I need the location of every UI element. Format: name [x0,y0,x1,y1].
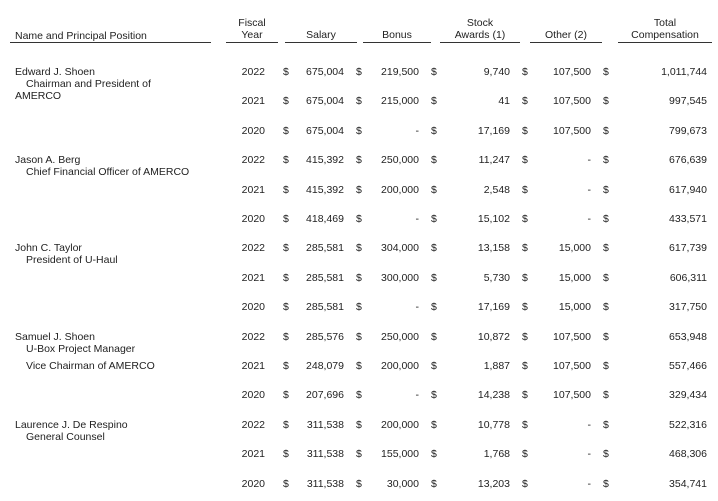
other-cell: 107,500 [553,95,591,108]
stock-awards-cell: 1,768 [483,448,510,461]
currency-symbol: $ [356,95,362,108]
fiscal-year-cell: 2021 [241,183,265,196]
salary-cell: 311,538 [306,418,344,431]
currency-symbol: $ [522,360,528,372]
officer-title: President of U-Haul [26,254,118,267]
currency-symbol: $ [431,154,437,167]
officer-name: Laurence J. De Respino [15,418,128,431]
currency-symbol: $ [283,242,289,255]
currency-symbol: $ [283,389,289,402]
other-cell: - [587,154,591,167]
currency-symbol: $ [356,477,362,490]
currency-symbol: $ [431,360,437,372]
currency-symbol: $ [431,95,437,108]
currency-symbol: $ [356,360,362,372]
salary-cell: 311,538 [306,477,344,490]
salary-cell: 285,576 [306,330,344,343]
currency-symbol: $ [356,66,362,78]
stock-awards-cell: 15,102 [477,213,510,225]
currency-symbol: $ [356,242,362,255]
bonus-cell: 300,000 [381,271,419,284]
currency-symbol: $ [431,66,437,78]
header-salary: Salary [306,29,336,41]
stock-awards-cell: 17,169 [477,124,510,137]
other-cell: - [587,448,591,461]
currency-symbol: $ [522,124,528,137]
fiscal-year-cell: 2020 [241,477,265,490]
header-stock-awards-line1: Stock [466,17,494,29]
currency-symbol: $ [522,66,528,78]
currency-symbol: $ [603,418,609,431]
currency-symbol: $ [431,448,437,461]
other-cell: 107,500 [553,66,591,78]
other-cell: - [587,418,591,431]
bonus-cell: 219,500 [381,66,419,78]
fiscal-year-cell: 2021 [241,271,265,284]
currency-symbol: $ [603,242,609,255]
currency-symbol: $ [283,154,289,167]
total-compensation-cell: 606,311 [669,271,707,284]
total-compensation-cell: 522,316 [669,418,707,431]
bonus-cell: - [415,301,419,314]
currency-symbol: $ [283,66,289,78]
bonus-cell: 304,000 [381,242,419,255]
fiscal-year-cell: 2022 [241,330,265,343]
header-rule-stock [440,42,520,43]
salary-cell: 311,538 [306,448,344,461]
header-other: Other (2) [544,29,587,41]
currency-symbol: $ [356,271,362,284]
fiscal-year-cell: 2020 [241,124,265,137]
bonus-cell: - [415,124,419,137]
stock-awards-cell: 11,247 [478,154,510,167]
header-rule-name [10,42,211,43]
salary-cell: 248,079 [306,360,344,372]
header-fiscal-year-line2: Year [241,28,263,41]
officer-name: Jason A. Berg [15,154,81,167]
header-stock-awards [440,18,520,41]
currency-symbol: $ [356,213,362,225]
other-cell: 15,000 [558,242,591,255]
stock-awards-cell: 1,887 [483,360,510,372]
other-cell: 107,500 [553,330,591,343]
stock-awards-cell: 5,730 [483,271,510,284]
bonus-cell: 30,000 [386,477,419,490]
currency-symbol: $ [603,66,609,78]
currency-symbol: $ [431,213,437,225]
bonus-cell: 155,000 [381,448,419,461]
officer-title: Vice Chairman of AMERCO [26,360,155,372]
bonus-cell: 200,000 [381,183,419,196]
other-cell: 107,500 [553,124,591,137]
currency-symbol: $ [522,477,528,490]
header-rule-other [530,42,602,43]
currency-symbol: $ [603,213,609,225]
header-total-line1: Total [653,17,677,29]
header-total [618,18,712,41]
salary-cell: 285,581 [306,242,344,255]
currency-symbol: $ [356,183,362,196]
other-cell: 107,500 [553,360,591,372]
total-compensation-cell: 997,545 [669,95,707,108]
currency-symbol: $ [431,183,437,196]
other-cell: 107,500 [553,389,591,402]
bonus-cell: 250,000 [381,330,419,343]
currency-symbol: $ [522,330,528,343]
currency-symbol: $ [522,389,528,402]
fiscal-year-cell: 2020 [241,389,265,402]
fiscal-year-cell: 2020 [241,301,265,314]
officer-title: Chief Financial Officer of AMERCO [26,166,190,179]
total-compensation-cell: 617,940 [669,183,707,196]
officer-name: John C. Taylor [15,242,82,255]
currency-symbol: $ [356,330,362,343]
currency-symbol: $ [283,418,289,431]
fiscal-year-cell: 2022 [241,66,265,78]
currency-symbol: $ [603,389,609,402]
stock-awards-cell: 41 [498,95,510,108]
header-fiscal-year [226,18,278,41]
header-total-line2: Compensation [631,28,699,41]
fiscal-year-cell: 2021 [241,448,265,461]
total-compensation-cell: 557,466 [669,360,707,372]
currency-symbol: $ [431,271,437,284]
salary-cell: 415,392 [306,154,344,167]
currency-symbol: $ [283,124,289,137]
other-cell: - [587,183,591,196]
currency-symbol: $ [603,271,609,284]
total-compensation-cell: 653,948 [669,330,707,343]
salary-cell: 675,004 [306,66,344,78]
currency-symbol: $ [283,95,289,108]
total-compensation-cell: 329,434 [669,389,707,402]
currency-symbol: $ [431,418,437,431]
salary-cell: 675,004 [306,124,344,137]
stock-awards-cell: 13,158 [477,242,510,255]
other-cell: - [587,213,591,225]
bonus-cell: 200,000 [381,418,419,431]
header-bonus: Bonus [382,29,412,41]
currency-symbol: $ [356,301,362,314]
stock-awards-cell: 13,203 [477,477,510,490]
officer-title: Chairman and President of [26,78,151,90]
currency-symbol: $ [283,448,289,461]
currency-symbol: $ [522,418,528,431]
officer-title: General Counsel [26,430,105,443]
officer-name: Edward J. Shoen [15,66,95,78]
total-compensation-cell: 617,739 [669,242,707,255]
fiscal-year-cell: 2020 [241,213,265,225]
currency-symbol: $ [603,330,609,343]
stock-awards-cell: 10,778 [477,418,510,431]
total-compensation-cell: 433,571 [669,213,707,225]
officer-title: U-Box Project Manager [26,342,136,355]
currency-symbol: $ [283,301,289,314]
header-rule-year [226,42,278,43]
other-cell: 15,000 [558,301,591,314]
stock-awards-cell: 14,238 [477,389,510,402]
salary-cell: 285,581 [306,301,344,314]
currency-symbol: $ [522,213,528,225]
currency-symbol: $ [283,477,289,490]
fiscal-year-cell: 2022 [241,242,265,255]
currency-symbol: $ [522,242,528,255]
stock-awards-cell: 10,872 [477,330,510,343]
header-rule-bonus [363,42,431,43]
salary-cell: 418,469 [306,213,344,225]
currency-symbol: $ [522,301,528,314]
other-cell: - [587,477,591,490]
bonus-cell: - [415,389,419,402]
currency-symbol: $ [603,124,609,137]
currency-symbol: $ [356,389,362,402]
currency-symbol: $ [356,418,362,431]
currency-symbol: $ [603,95,609,108]
officer-title: AMERCO [15,90,62,102]
officer-name: Samuel J. Shoen [15,330,95,343]
bonus-cell: - [415,213,419,225]
currency-symbol: $ [356,154,362,167]
currency-symbol: $ [431,242,437,255]
salary-cell: 285,581 [306,271,344,284]
header-rule-salary [285,42,357,43]
bonus-cell: 200,000 [381,360,419,372]
currency-symbol: $ [522,271,528,284]
fiscal-year-cell: 2021 [241,95,265,108]
currency-symbol: $ [356,124,362,137]
currency-symbol: $ [431,124,437,137]
stock-awards-cell: 17,169 [477,301,510,314]
currency-symbol: $ [431,301,437,314]
currency-symbol: $ [522,183,528,196]
currency-symbol: $ [283,330,289,343]
total-compensation-cell: 317,750 [669,301,707,314]
currency-symbol: $ [283,183,289,196]
total-compensation-cell: 354,741 [669,477,707,490]
currency-symbol: $ [603,183,609,196]
currency-symbol: $ [283,271,289,284]
fiscal-year-cell: 2022 [241,418,265,431]
salary-cell: 415,392 [306,183,344,196]
bonus-cell: 250,000 [381,154,419,167]
currency-symbol: $ [431,389,437,402]
currency-symbol: $ [522,448,528,461]
currency-symbol: $ [603,154,609,167]
bonus-cell: 215,000 [381,95,419,108]
currency-symbol: $ [522,95,528,108]
currency-symbol: $ [356,448,362,461]
currency-symbol: $ [283,360,289,372]
total-compensation-cell: 676,639 [669,154,707,167]
total-compensation-cell: 468,306 [669,448,707,461]
total-compensation-cell: 799,673 [669,124,707,137]
currency-symbol: $ [431,330,437,343]
header-rule-total [618,42,712,43]
total-compensation-cell: 1,011,744 [661,66,707,78]
fiscal-year-cell: 2021 [241,360,265,372]
header-name: Name and Principal Position [15,30,147,42]
header-fiscal-year-line1: Fiscal [238,17,266,29]
currency-symbol: $ [283,213,289,225]
stock-awards-cell: 2,548 [483,183,510,196]
currency-symbol: $ [603,477,609,490]
other-cell: 15,000 [558,271,591,284]
currency-symbol: $ [603,448,609,461]
header-stock-awards-line2: Awards (1) [454,28,506,41]
salary-cell: 675,004 [306,95,344,108]
currency-symbol: $ [603,360,609,372]
stock-awards-cell: 9,740 [483,66,510,78]
currency-symbol: $ [603,301,609,314]
fiscal-year-cell: 2022 [241,154,265,167]
currency-symbol: $ [522,154,528,167]
salary-cell: 207,696 [306,389,344,402]
currency-symbol: $ [431,477,437,490]
